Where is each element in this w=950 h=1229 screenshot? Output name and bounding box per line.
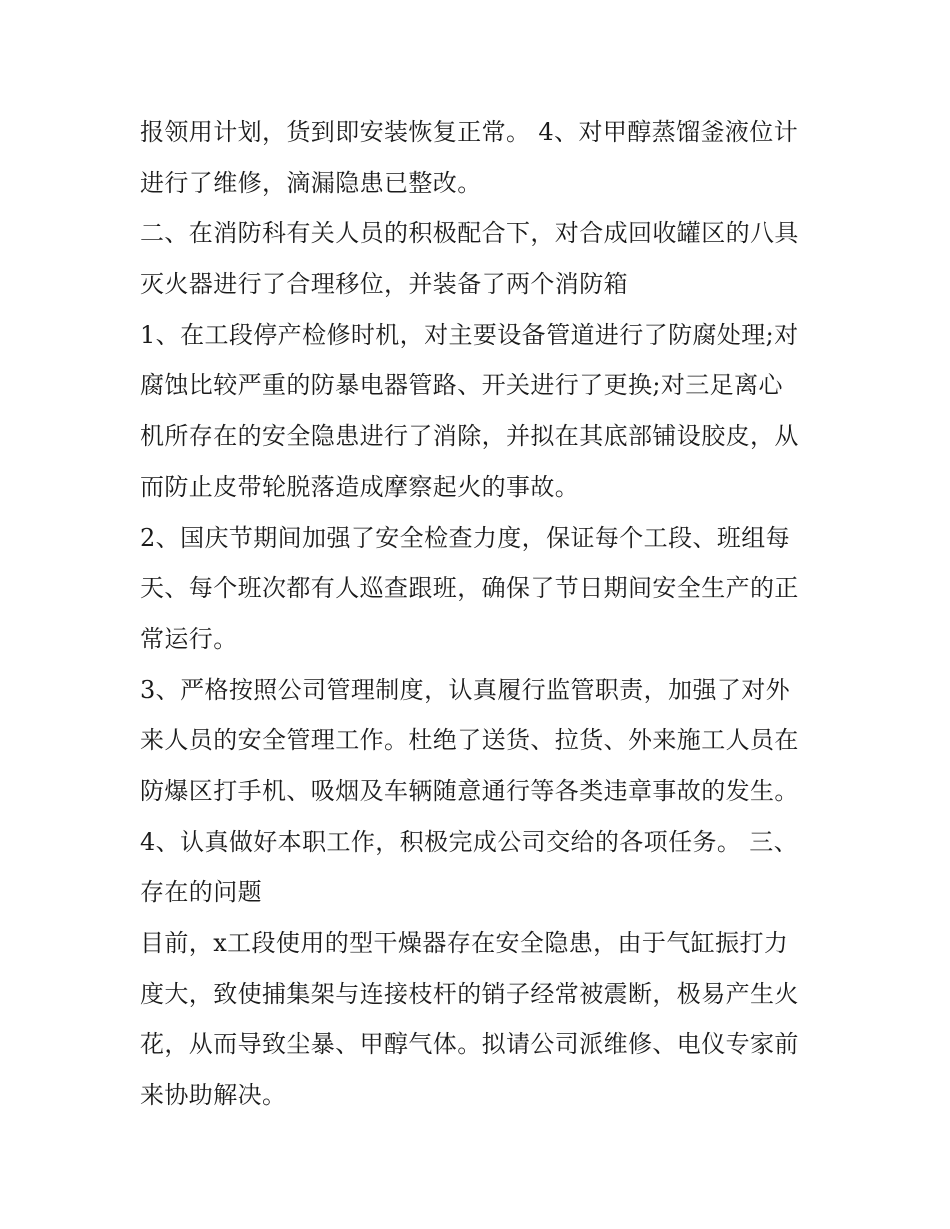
text-line: 1、在工段停产检修时机，对主要设备管道进行了防腐处理;对 [140,320,799,349]
text-line: 天、每个班次都有人巡查跟班，确保了节日期间安全生产的正 [140,574,799,603]
text-line: 花，从而导致尘暴、甲醇气体。拟请公司派维修、电仪专家前 [140,1030,799,1059]
text-line: 灭火器进行了合理移位，并装备了两个消防箱 [140,270,628,299]
text-line: 3、严格按照公司管理制度，认真履行监管职责，加强了对外 [140,675,791,704]
text-line: 而防止皮带轮脱落造成摩察起火的事故。 [140,472,580,501]
text-line: 2、国庆节期间加强了安全检查力度，保证每个工段、班组每 [140,523,791,552]
text-line: 来协助解决。 [140,1081,287,1110]
text-line: 报领用计划，货到即安装恢复正常。 4、对甲醇蒸馏釜液位计 [140,118,799,146]
text-line: 腐蚀比较严重的防暴电器管路、开关进行了更换;对三足离心 [140,371,783,400]
text-line: 4、认真做好本职工作，积极完成公司交给的各项任务。 三、 [140,827,799,856]
document-body [140,107,820,1121]
text-line: 二、在消防科有关人员的积极配合下，对合成回收罐区的八具 [140,219,799,248]
text-line: 存在的问题 [140,878,262,907]
text-line: 来人员的安全管理工作。杜绝了送货、拉货、外来施工人员在 [140,726,799,755]
text-line: 度大，致使捕集架与连接枝杆的销子经常被震断，极易产生火 [140,979,799,1008]
text-line: 进行了维修，滴漏隐患已整改。 [140,168,482,197]
text-line: 机所存在的安全隐患进行了消除，并拟在其底部铺设胶皮，从 [140,422,799,451]
text-line: 常运行。 [140,624,238,653]
text-line: 防爆区打手机、吸烟及车辆随意通行等各类违章事故的发生。 [140,776,799,805]
text-line: 目前，x工段使用的型干燥器存在安全隐患，由于气缸振打力 [140,929,789,957]
